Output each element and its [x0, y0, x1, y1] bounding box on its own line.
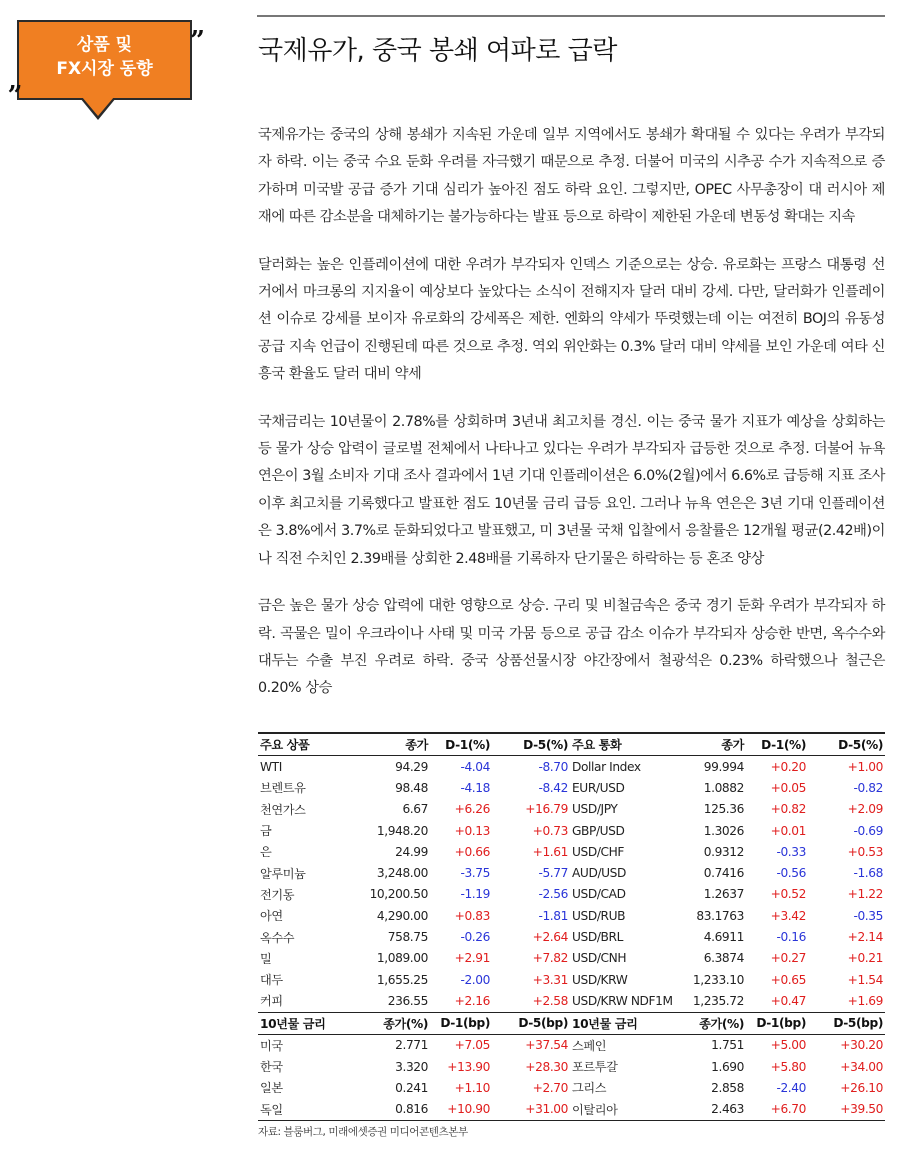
value-cell: +1.69 — [847, 993, 883, 1008]
row-label-cell: WTI — [260, 759, 282, 774]
column-header: D-1(bp) — [746, 1012, 808, 1034]
column-header: D-5(bp) — [808, 1012, 885, 1034]
row-label-cell: 알루미늄 — [260, 866, 306, 881]
row-label-cell: 브렌트유 — [260, 781, 306, 796]
value-cell: -5.77 — [538, 866, 568, 881]
value-cell: +37.54 — [525, 1038, 568, 1053]
row-label-cell: 전기동 — [260, 887, 295, 902]
table-row — [258, 799, 885, 820]
value-cell: +1.10 — [454, 1080, 490, 1095]
value-cell: +3.31 — [532, 972, 568, 987]
value-cell: 1.2637 — [703, 887, 744, 902]
row-label-cell: 금 — [260, 824, 272, 839]
value-cell: +2.64 — [532, 930, 568, 945]
column-header: 10년물 금리 — [570, 1012, 682, 1034]
value-cell: +0.47 — [770, 993, 806, 1008]
value-cell: 1,089.00 — [376, 951, 428, 966]
table-header-bonds — [258, 1012, 885, 1034]
value-cell: +0.20 — [770, 759, 806, 774]
column-header: 종가 — [350, 733, 430, 756]
value-cell: +2.09 — [847, 802, 883, 817]
value-cell: +0.52 — [770, 887, 806, 902]
row-label-cell: 그리스 — [572, 1081, 607, 1096]
value-cell: +0.05 — [770, 780, 806, 795]
value-cell: +0.27 — [770, 951, 806, 966]
top-divider — [257, 15, 885, 17]
value-cell: +0.82 — [770, 802, 806, 817]
value-cell: -8.42 — [538, 780, 568, 795]
value-cell: +1.22 — [847, 887, 883, 902]
value-cell: -4.04 — [460, 759, 490, 774]
table-row — [258, 905, 885, 926]
value-cell: 1,233.10 — [692, 972, 744, 987]
value-cell: 10,200.50 — [369, 887, 428, 902]
section-badge — [0, 0, 220, 140]
value-cell: +0.73 — [532, 823, 568, 838]
value-cell: +3.42 — [770, 908, 806, 923]
value-cell: +0.53 — [847, 844, 883, 859]
badge-label — [17, 33, 192, 81]
value-cell: 99.994 — [703, 759, 744, 774]
column-header: D-1(%) — [746, 733, 808, 756]
value-cell: -1.81 — [538, 908, 568, 923]
value-cell: +26.10 — [840, 1080, 883, 1095]
column-header: D-5(%) — [808, 733, 885, 756]
value-cell: +0.66 — [454, 844, 490, 859]
value-cell: -0.26 — [460, 930, 490, 945]
row-label-cell: 일본 — [260, 1081, 283, 1096]
value-cell: +0.21 — [847, 951, 883, 966]
value-cell: +16.79 — [525, 802, 568, 817]
close-quote-mark: ” — [190, 26, 205, 56]
value-cell: -0.35 — [853, 908, 883, 923]
badge-tail-fill — [82, 97, 114, 116]
value-cell: +2.70 — [532, 1080, 568, 1095]
table-row — [258, 862, 885, 883]
value-cell: +6.70 — [746, 1098, 808, 1120]
table-row — [258, 1056, 885, 1077]
row-label-cell: 이탈리아 — [570, 1098, 682, 1120]
table-row — [258, 1098, 885, 1120]
value-cell: -2.00 — [460, 972, 490, 987]
table-row — [258, 926, 885, 947]
row-label-cell: USD/KRW — [572, 972, 628, 987]
row-label-cell: USD/CHF — [572, 844, 625, 859]
table-row — [258, 948, 885, 969]
row-label-cell: USD/KRW NDF1M — [572, 993, 673, 1008]
value-cell: 125.36 — [703, 802, 744, 817]
value-cell: 2.463 — [682, 1098, 746, 1120]
value-cell: +2.14 — [847, 930, 883, 945]
paragraph-fx: 달러화는 높은 인플레이션에 대한 우려가 부각되자 인덱스 기준으로는 상승. 유로화는 프랑스 대통령 선거에서 마크롱의 지지율이 예상보다 높았다는 소식이 전해지자 달러 대비 강세. 다만, 달러화가 인플레이션 이슈로 강세를 보이자 유로화의 강세폭은 제한. 엔화의 약세가 뚜렷했는데 이는 여전히 BOJ의 유동성 공급 지속 언급이 진행된데 따른 것으로 추정. 역외 위안화는 0.3% 달러 대비 약세를 보인 가운데 여타 신흥국 환율도 달러 대비 약세 — [258, 256, 885, 383]
table-row — [258, 969, 885, 990]
row-label-cell: 옥수수 — [260, 930, 295, 945]
market-table — [258, 732, 885, 1139]
value-cell: -4.18 — [460, 780, 490, 795]
column-header: D-1(%) — [430, 733, 492, 756]
row-label-cell: 대두 — [260, 973, 283, 988]
value-cell: -0.69 — [853, 823, 883, 838]
column-header: 종가(%) — [350, 1012, 430, 1034]
value-cell: +13.90 — [447, 1059, 490, 1074]
value-cell: +7.82 — [532, 951, 568, 966]
table-row — [258, 777, 885, 798]
row-label-cell: USD/CNH — [572, 951, 627, 966]
value-cell: +31.00 — [492, 1098, 570, 1120]
row-label-cell: 은 — [260, 845, 272, 860]
row-label-cell: 한국 — [260, 1060, 283, 1074]
value-cell: +28.30 — [525, 1059, 568, 1074]
column-header: 주요 상품 — [258, 733, 350, 756]
value-cell: 6.67 — [402, 802, 428, 817]
value-cell: +0.83 — [454, 908, 490, 923]
row-label-cell: GBP/USD — [572, 823, 625, 838]
row-label-cell: Dollar Index — [572, 759, 641, 774]
column-header: D-5(bp) — [492, 1012, 570, 1034]
value-cell: -0.82 — [853, 780, 883, 795]
column-header: 10년물 금리 — [258, 1012, 350, 1034]
value-cell: 3,248.00 — [376, 866, 428, 881]
row-label-cell: USD/RUB — [572, 908, 626, 923]
column-header: 종가 — [682, 733, 746, 756]
value-cell: 3.320 — [395, 1059, 428, 1074]
value-cell: 4,290.00 — [376, 908, 428, 923]
value-cell: -2.40 — [776, 1080, 806, 1095]
value-cell: -1.68 — [853, 866, 883, 881]
table-row — [258, 1034, 885, 1056]
value-cell: +0.01 — [770, 823, 806, 838]
value-cell: 1,948.20 — [376, 823, 428, 838]
column-header: D-1(bp) — [430, 1012, 492, 1034]
value-cell: -3.75 — [460, 866, 490, 881]
row-label-cell: USD/JPY — [572, 802, 618, 817]
value-cell: 98.48 — [395, 780, 428, 795]
row-label-cell: 포르투갈 — [572, 1060, 618, 1074]
value-cell: +1.00 — [847, 759, 883, 774]
row-label-cell: 천연가스 — [260, 802, 306, 817]
value-cell: 236.55 — [387, 993, 428, 1008]
row-label-cell: 커피 — [260, 994, 283, 1009]
value-cell: 0.7416 — [703, 866, 744, 881]
row-label-cell: 스페인 — [572, 1038, 607, 1053]
article-body — [258, 122, 885, 723]
open-quote-mark: „ — [8, 66, 23, 96]
value-cell: +0.65 — [770, 972, 806, 987]
column-header: 주요 통화 — [570, 733, 682, 756]
value-cell: 1.751 — [711, 1038, 744, 1053]
row-label-cell: AUD/USD — [572, 866, 626, 881]
value-cell: +34.00 — [840, 1059, 883, 1074]
badge-line-2: FX시장 동향 — [56, 59, 153, 79]
value-cell: +1.54 — [847, 972, 883, 987]
value-cell: -0.16 — [776, 930, 806, 945]
value-cell: 1.0882 — [703, 780, 744, 795]
value-cell: +10.90 — [430, 1098, 492, 1120]
table-row — [258, 884, 885, 905]
value-cell: -0.56 — [776, 866, 806, 881]
table-row — [258, 820, 885, 841]
value-cell: -1.19 — [460, 887, 490, 902]
value-cell: -2.56 — [538, 887, 568, 902]
paragraph-bonds: 국채금리는 10년물이 2.78%를 상회하며 3년내 최고치를 경신. 이는 중국 물가 지표가 예상을 상회하는 등 물가 상승 압력이 글로벌 전체에서 나타나고 있다는 우려가 부각되자 급등한 것으로 추정. 더불어 뉴욕 연은이 3월 소비자 기대 조사 결과에서 1년 기대 인플레이션은 6.0%(2월)에서 6.6%로 급등해 지표 조사 이후 최고치를 기록했다고 발표한 점도 10년물 금리 급등 요인. 그러나 뉴욕 연은은 3년 기대 인플레이션은 3.8%에서 3.7%로 둔화되었다고 발표했고, 미 3년물 국채 입찰에서 응찰률은 12개월 평균(2.42배)이나 직전 수치인 2.39배를 상회한 2.48배를 기록하자 단기물은 하락하는 등 혼조 양상 — [258, 413, 885, 567]
value-cell: 83.1763 — [696, 908, 744, 923]
value-cell: +6.26 — [454, 802, 490, 817]
row-label-cell: USD/CAD — [572, 887, 626, 902]
market-data-table — [258, 732, 885, 1121]
value-cell: 758.75 — [387, 930, 428, 945]
row-label-cell: 아연 — [260, 909, 283, 924]
value-cell: 0.241 — [395, 1080, 428, 1095]
value-cell: +1.61 — [532, 844, 568, 859]
column-header: D-5(%) — [492, 733, 570, 756]
value-cell: +39.50 — [808, 1098, 885, 1120]
table-row — [258, 756, 885, 778]
value-cell: +30.20 — [840, 1038, 883, 1053]
value-cell: +2.16 — [454, 993, 490, 1008]
value-cell: 94.29 — [395, 759, 428, 774]
value-cell: -0.33 — [776, 844, 806, 859]
value-cell: +0.13 — [454, 823, 490, 838]
paragraph-commodities: 금은 높은 물가 상승 압력에 대한 영향으로 상승. 구리 및 비철금속은 중국 경기 둔화 우려가 부각되자 하락. 곡물은 밀이 우크라이나 사태 및 미국 가뭄 등으로 공급 감소 이슈가 부각되자 상승한 반면, 옥수수와 대두는 수출 부진 우려로 하락. 중국 상품선물시장 야간장에서 철광석은 0.23% 하락했으나 철근은 0.20% 상승 — [258, 598, 885, 697]
value-cell: 6.3874 — [703, 951, 744, 966]
value-cell: +2.58 — [532, 993, 568, 1008]
row-label-cell: EUR/USD — [572, 780, 625, 795]
value-cell: +2.91 — [454, 951, 490, 966]
table-header-commodities-fx — [258, 733, 885, 756]
value-cell: 1,655.25 — [376, 972, 428, 987]
value-cell: 0.9312 — [703, 844, 744, 859]
value-cell: +5.80 — [770, 1059, 806, 1074]
row-label-cell: 독일 — [258, 1098, 350, 1120]
row-label-cell: USD/BRL — [572, 930, 623, 945]
value-cell: -8.70 — [538, 759, 568, 774]
table-row — [258, 990, 885, 1012]
page-title: 국제유가, 중국 봉쇄 여파로 급락 — [258, 36, 617, 66]
row-label-cell: 미국 — [260, 1038, 283, 1053]
value-cell: 1.690 — [711, 1059, 744, 1074]
table-row — [258, 841, 885, 862]
table-source-note: 자료: 블룸버그, 미래에셋증권 미디어콘텐츠본부 — [258, 1125, 468, 1138]
table-row — [258, 1077, 885, 1098]
row-label-cell: 밀 — [260, 951, 272, 966]
value-cell: 1,235.72 — [692, 993, 744, 1008]
badge-line-1: 상품 및 — [76, 35, 133, 55]
column-header: 종가(%) — [682, 1012, 746, 1034]
value-cell: 24.99 — [395, 844, 428, 859]
value-cell: +5.00 — [770, 1038, 806, 1053]
value-cell: 0.816 — [350, 1098, 430, 1120]
value-cell: 2.858 — [711, 1080, 744, 1095]
paragraph-oil: 국제유가는 중국의 상해 봉쇄가 지속된 가운데 일부 지역에서도 봉쇄가 확대될 수 있다는 우려가 부각되자 하락. 이는 중국 수요 둔화 우려를 자극했기 때문으로 추정. 더불어 미국의 시추공 수가 지속적으로 증가하며 미국발 공급 증가 기대 심리가 높아진 점도 하락 요인. 그렇지만, OPEC 사무총장이 대 러시아 제재에 따른 감소분을 대체하기는 불가능하다는 발표 등으로 하락이 제한된 가운데 변동성 확대는 지속 — [258, 127, 885, 226]
value-cell: +7.05 — [454, 1038, 490, 1053]
value-cell: 1.3026 — [703, 823, 744, 838]
value-cell: 4.6911 — [703, 930, 744, 945]
value-cell: 2.771 — [395, 1038, 428, 1053]
